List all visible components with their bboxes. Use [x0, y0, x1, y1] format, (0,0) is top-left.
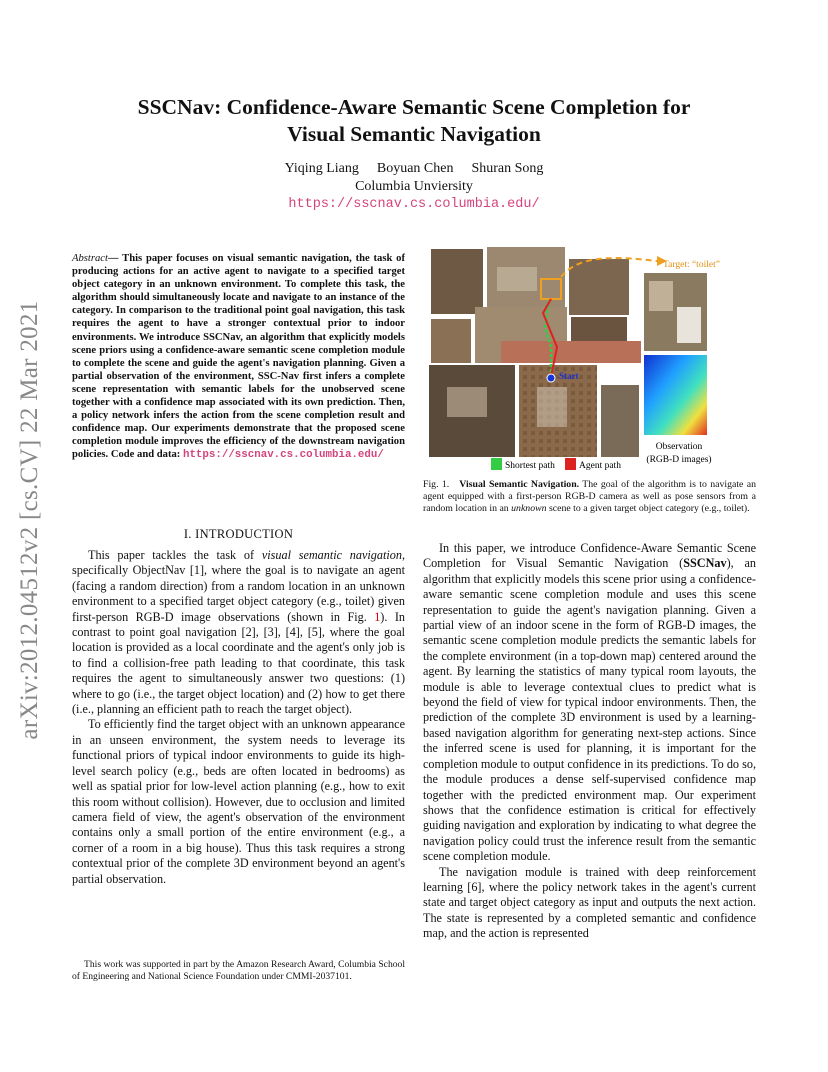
- intro-paragraph-2: To efficiently find the target object with an unknown appearance in an unseen environment, the system needs to leverage its functional priors of typical indoor environments to guide its high-level search policy (e.g., beds are often located in bedrooms) as well as spatial prior for low-level action planning (e.g., how to exit this room without collision). However, due to occlusion and limited camera field of view, the agent's observation of the environment contains only a small portion of the entire environment (e.g., a corner of a room in a big house). Thus this task requires a strong contextual prior of the complete 3D environment beyond an agent's partial observation.: [72, 717, 405, 886]
- intro-paragraph-1: This paper tackles the task of visual semantic navigation, specifically ObjectNav [1], where the goal is to navigate an agent (facing a random direction) from a random location in an unknown environment to a specified target object category (e.g., toilet) given first-person RGB-D image observations (shown in Fig. 1). In contrast to point goal navigation [2], [3], [4], [5], where the goal location is provided as a local coordinate and the agent's only job is to find a collision-free path leading to that coordinate, this task requires the agent to simultaneously answer two questions: (1) where to go (i.e., the target object location) and (2) how to get there (i.e., planning an efficient path to reach the target object).: [72, 548, 405, 717]
- room-left: [431, 319, 471, 363]
- start-dot: [547, 374, 555, 382]
- author-block: [0, 160, 828, 214]
- observation-label-2: (RGB-D images): [646, 455, 712, 465]
- room-top-left: [431, 249, 483, 314]
- abstract-code-link[interactable]: https://sscnav.cs.columbia.edu/: [182, 449, 384, 462]
- legend-shortest-label: Shortest path: [505, 461, 555, 471]
- observation-depth-image: [644, 355, 707, 435]
- figure-1-illustration: [427, 247, 757, 477]
- room-bottom-right: [601, 385, 639, 457]
- legend-shortest-swatch: [491, 458, 502, 470]
- start-label: Start: [559, 371, 579, 381]
- author-3: Shuran Song: [471, 161, 544, 176]
- paper-title: [0, 94, 828, 148]
- furniture-1: [447, 387, 487, 417]
- title-line-1: SSCNav: Confidence-Aware Semantic Scene Completion for: [137, 95, 691, 119]
- section-heading-introduction: I. INTRODUCTION: [183, 527, 294, 541]
- legend-agent-label: Agent path: [579, 461, 621, 471]
- right-paragraph-2: The navigation module is trained with deep reinforcement learning [6], where the policy network takes in the agent's current state and target object category as input and outputs the next action. The state is represented by a completed semantic and confidence map, and the action is represented: [423, 864, 756, 941]
- affiliation: Columbia Unviersity: [355, 179, 473, 194]
- figure-1: [427, 247, 757, 477]
- observation-label-1: Observation: [655, 442, 703, 452]
- author-2: Boyuan Chen: [376, 161, 454, 176]
- arxiv-id: arXiv:2012.04512v2 [cs.CV] 22 Mar 2021: [16, 300, 43, 740]
- rgb-toilet: [677, 307, 701, 343]
- room-top-right: [569, 259, 629, 315]
- caption-title: Visual Semantic Navigation.: [459, 479, 580, 490]
- title-line-2: Visual Semantic Navigation: [287, 122, 541, 146]
- fig-1-reference-link[interactable]: 1: [374, 609, 381, 624]
- furniture-3: [497, 267, 537, 291]
- arxiv-sidebar: [4, 280, 56, 760]
- hallway: [501, 341, 641, 363]
- legend-agent-swatch: [565, 458, 576, 470]
- footnote: This work was supported in part by the Amazon Research Award, Columbia School of Engineering and National Science Foundation under CMMI-2037101.: [72, 959, 405, 982]
- project-url-link[interactable]: https://sscnav.cs.columbia.edu/: [288, 197, 540, 212]
- abstract-label: Abstract: [72, 253, 108, 264]
- top-down-scene-map: [429, 247, 641, 457]
- furniture-2: [537, 387, 567, 427]
- abstract: Abstract— This paper focuses on visual semantic navigation, the task of producing actions for an active agent to navigate to a specified target object category in an unknown environment. To complete this task, the algorithm should simultaneously locate and navigate to an instance of the category. In comparison to the traditional point goal navigation, this task requires the agent to have a stronger contextual prior to indoor environments. We introduce SSCNav, an algorithm that explicitly models scene priors using a confidence-aware semantic scene completion module to complete the scene and guide the agent's navigation planning. Given a partial observation of the environment, SSC-Nav first infers a complete scene representation with semantic labels for the unobserved scene together with a confidence map associated with its own prediction. Then, a policy network infers the action from the scene completion result and confidence map. Our experiments demonstrate that the proposed scene completion module improves the efficiency of the downstream navigation policies. Code and data: https://sscnav.cs.columbia.edu/: [72, 253, 405, 462]
- figure-1-caption: Fig. 1. Visual Semantic Navigation. The goal of the algorithm is to navigate an agent equipped with a first-person RGB-D camera as well as pose sensors from a random location in an unknown scene to a given target object category (e.g., toilet).: [423, 479, 756, 515]
- rgb-window: [649, 281, 673, 311]
- right-column-body: [423, 541, 756, 942]
- author-names: [0, 160, 828, 178]
- abstract-text: This paper focuses on visual semantic navigation, the task of producing actions for an active agent to navigate to a specified target object category in an unknown environment. To complete this task, the algorithm should simultaneously locate and navigate to an instance of the category. In comparison to the traditional point goal navigation, this task requires the agent to have a stronger contextual prior to indoor environments. We introduce SSCNav, an algorithm that explicitly models scene priors using a confidence-aware semantic scene completion module to complete the scene and guide the agent's navigation planning. Given a partial observation of the environment, SSC-Nav first infers a complete scene representation with semantic labels for the unobserved scene together with a confidence map associated with its own prediction. Then, a policy network infers the action from the scene completion result and confidence map. Our experiments demonstrate that the proposed scene completion module improves the efficiency of the downstream navigation policies. Code and data:: [72, 253, 405, 461]
- target-label: Target: “toilet”: [663, 260, 720, 270]
- caption-label: Fig. 1.: [423, 479, 450, 490]
- introduction-body: [72, 548, 405, 887]
- author-1: Yiqing Liang: [284, 161, 359, 176]
- right-paragraph-1: In this paper, we introduce Confidence-Aware Semantic Scene Completion for Visual Semantic Navigation (SSCNav), an algorithm that explicitly models this scene prior using a confidence-aware semantic scene completion module and uses this scene representation to guide the agent's navigation planning. Given a partial view of an indoor scene in the form of RGB-D images, the semantic scene completion module predicts the semantic labels for the complete environment (in a top-down map) centered around the agent. By learning the statistics of many typical room layouts, the module is able to leverage contextual clues to predict what is beyond the field of view for typical indoor environments. Then, the prediction of the complete 3D environment is used by a learning-based navigation algorithm for generating next-step actions. Since the inferred scene is used for planning, it is important for the completion module to output confidence in its predictions. To do so, the module produces a dense self-supervised confidence map together with the predicted environment map. Our experiment shows that the confidence estimation is critical for effectively guiding navigation and exploration by indicating to what degree the navigation policy could trust the inference result from the semantic scene completion module.: [423, 541, 756, 864]
